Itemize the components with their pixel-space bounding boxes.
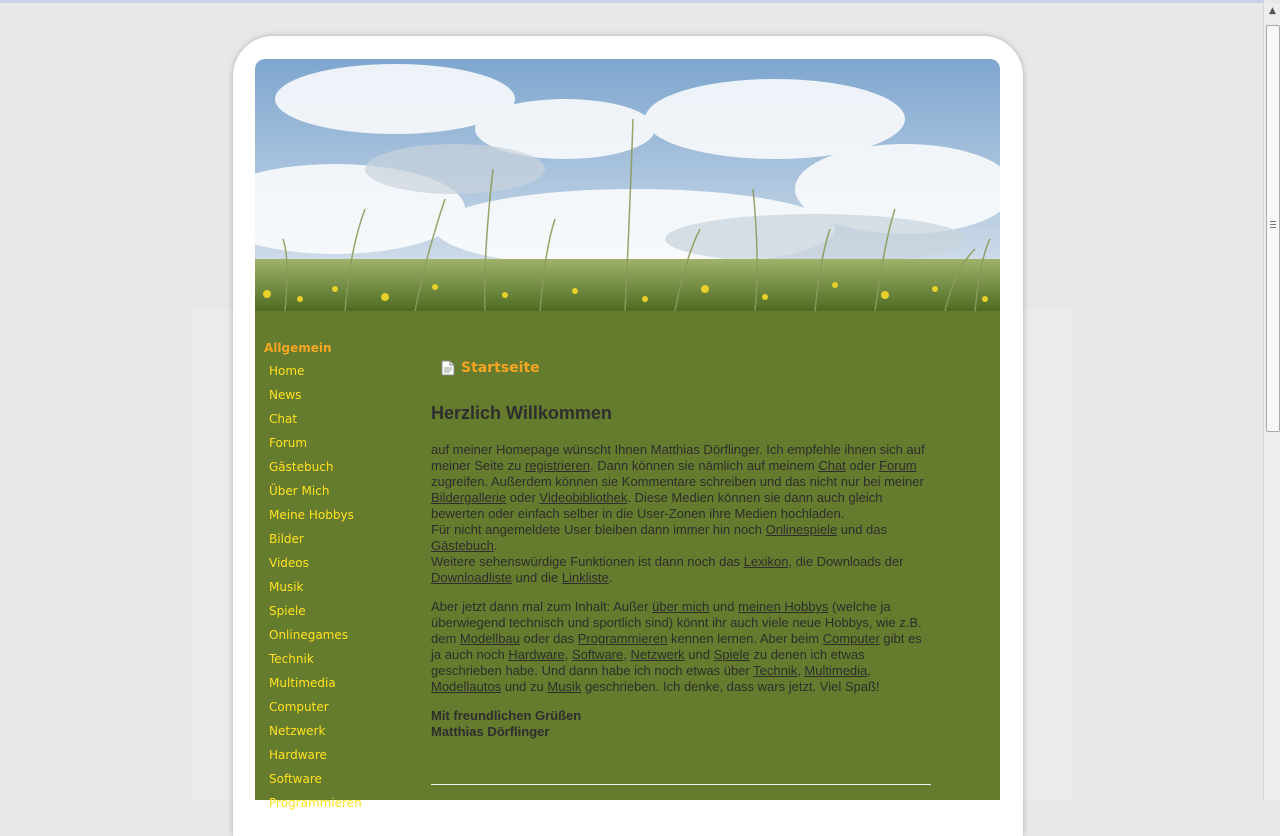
content-divider <box>431 784 931 785</box>
link-modellbau[interactable]: Modellbau <box>459 631 520 646</box>
text-span: Aber jetzt dann mal zum Inhalt: Außer <box>431 599 653 614</box>
text-span: . <box>608 570 613 585</box>
sidebar-item-gaestebuch[interactable]: Gästebuch <box>269 460 334 474</box>
text-span: und <box>709 599 739 614</box>
link-computer[interactable]: Computer <box>822 631 880 646</box>
link-linkliste[interactable]: Linkliste <box>561 570 609 585</box>
sidebar-item-forum[interactable]: Forum <box>269 436 308 450</box>
sidebar-item-home[interactable]: Home <box>269 364 305 378</box>
vertical-scrollbar[interactable] <box>1263 3 1280 800</box>
text-span: zu denen ich etwas geschrieben habe. Und dann habe ich noch etwas über <box>431 647 865 678</box>
sidebar-item-musik[interactable]: Musik <box>269 580 304 594</box>
link-meinen-hobbys[interactable]: meinen Hobbys <box>738 599 829 614</box>
sidebar-list <box>264 363 424 819</box>
link-chat[interactable]: Chat <box>818 458 846 473</box>
link-software[interactable]: Software <box>571 647 624 662</box>
sidebar-item-onlinegames[interactable]: Onlinegames <box>269 628 349 642</box>
meadow-sky-image <box>255 59 1000 311</box>
text-span: . Diese Medien können sie dann auch gleich bewerten oder einfach selber in die User-Zonen ihre Medien hochladen. <box>431 490 883 521</box>
link-bildergallerie[interactable]: Bildergallerie <box>431 490 507 505</box>
sidebar-item-ueber-mich[interactable]: Über Mich <box>269 484 330 498</box>
sidebar-item-multimedia[interactable]: Multimedia <box>269 676 336 690</box>
text-span: geschrieben. Ich denke, dass wars jetzt. Viel Spaß! <box>581 679 880 694</box>
browser-top-line <box>0 0 1264 3</box>
text-span: , <box>623 647 631 662</box>
scrollbar-grip-icon <box>1270 221 1276 230</box>
welcome-heading: Herzlich Willkommen <box>431 403 612 423</box>
link-forum[interactable]: Forum <box>879 458 917 473</box>
text-span: , <box>867 663 871 678</box>
link-lexikon[interactable]: Lexikon <box>743 554 789 569</box>
signature-greeting: Mit freundlichen Grüßen <box>431 708 582 723</box>
sidebar-item-bilder[interactable]: Bilder <box>269 532 304 546</box>
link-programmieren[interactable]: Programmieren <box>577 631 668 646</box>
text-span: , <box>797 663 805 678</box>
text-span: . Dann können sie nämlich auf meinem <box>589 458 819 473</box>
intro-paragraph <box>431 442 931 586</box>
scrollbar-thumb[interactable] <box>1266 25 1280 432</box>
sidebar-item-netzwerk[interactable]: Netzwerk <box>269 724 326 738</box>
text-span: zugreifen. Außerdem können sie Kommentare schreiben und das nicht nur bei meiner <box>431 474 924 489</box>
page-title: Startseite <box>461 360 540 376</box>
sidebar-item-computer[interactable]: Computer <box>269 700 329 714</box>
page-icon <box>441 360 455 376</box>
sidebar-item-spiele[interactable]: Spiele <box>269 604 306 618</box>
sidebar-item-news[interactable]: News <box>269 388 302 402</box>
link-onlinespiele[interactable]: Onlinespiele <box>765 522 838 537</box>
link-multimedia[interactable]: Multimedia <box>804 663 868 678</box>
sidebar-nav <box>264 339 424 819</box>
header-banner <box>255 59 1000 311</box>
link-spiele[interactable]: Spiele <box>713 647 750 662</box>
content-paragraph <box>431 599 931 695</box>
sidebar-item-software[interactable]: Software <box>269 772 322 786</box>
link-technik[interactable]: Technik <box>753 663 798 678</box>
text-span: Weitere sehenswürdige Funktionen ist dann noch das <box>431 554 744 569</box>
text-span: oder <box>506 490 540 505</box>
signature <box>431 708 931 740</box>
sidebar-item-hardware[interactable]: Hardware <box>269 748 327 762</box>
link-hardware[interactable]: Hardware <box>508 647 565 662</box>
text-span: und die <box>511 570 562 585</box>
link-registrieren[interactable]: registrieren <box>524 458 590 473</box>
text-span: , <box>564 647 572 662</box>
sidebar-item-chat[interactable]: Chat <box>269 412 298 426</box>
scroll-up-arrow-icon[interactable]: ▲ <box>1269 6 1276 16</box>
text-span: . <box>493 538 498 553</box>
link-modellautos[interactable]: Modellautos <box>431 679 502 694</box>
link-ueber-mich[interactable]: über mich <box>652 599 710 614</box>
sidebar-title: Allgemein <box>264 341 332 355</box>
text-span: Für nicht angemeldete User bleiben dann immer hin noch <box>431 522 766 537</box>
welcome-text <box>431 442 931 740</box>
text-span: auf meiner Homepage wünscht Ihnen Matthias Dörflinger. Ich empfehle ihnen sich auf meiner Seite zu <box>431 442 925 473</box>
sidebar-item-meine-hobbys[interactable]: Meine Hobbys <box>269 508 354 522</box>
sidebar-item-programmieren[interactable]: Programmieren <box>269 796 362 810</box>
text-span: kennen lernen. Aber beim <box>667 631 823 646</box>
link-musik[interactable]: Musik <box>547 679 582 694</box>
text-span: und <box>684 647 714 662</box>
sidebar-item-technik[interactable]: Technik <box>269 652 314 666</box>
link-netzwerk[interactable]: Netzwerk <box>630 647 685 662</box>
sidebar-item-videos[interactable]: Videos <box>269 556 309 570</box>
text-span: oder <box>845 458 880 473</box>
text-span: oder das <box>519 631 578 646</box>
link-downloadliste[interactable]: Downloadliste <box>431 570 512 585</box>
text-span: und zu <box>501 679 548 694</box>
text-span: (welche ja überwiegend technisch und sportlich sind) könnt ihr auch viele neue Hobbys, wie z.B. dem <box>431 599 922 646</box>
main-content <box>431 356 931 753</box>
page-header <box>441 356 931 380</box>
signature-name: Matthias Dörflinger <box>431 724 550 739</box>
text-span: gibt es ja auch noch <box>431 631 922 662</box>
link-videobibliothek[interactable]: Videobibliothek <box>539 490 628 505</box>
text-span: , die Downloads der <box>788 554 904 569</box>
text-span: und das <box>837 522 887 537</box>
link-gaestebuch[interactable]: Gästebuch <box>431 538 494 553</box>
